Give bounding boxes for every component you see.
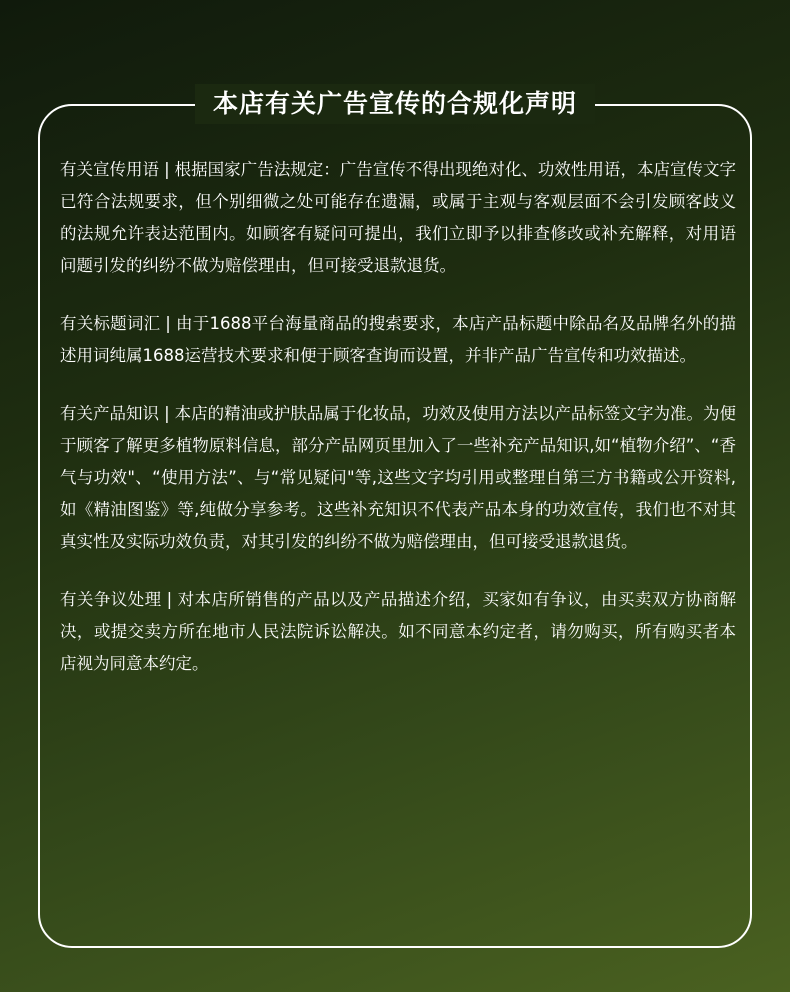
section-advertising-terms xyxy=(60,154,736,282)
section-text: 根据国家广告法规定：广告宣传不得出现绝对化、功效性用语，本店宣传文字已符合法规要求，但个别细微之处可能存在遗漏，或属于主观与客观层面不会引发顾客歧义的法规允许表达范围内。如顾客有疑问可提出，我们立即予以排查修改或补充解释，对用语问题引发的纠纷不做为赔偿理由，但可接受退款退货。 xyxy=(60,160,737,275)
section-separator: | xyxy=(164,160,170,179)
section-heading: 有关宣传用语 xyxy=(60,160,160,179)
statement-content xyxy=(60,154,736,706)
section-text: 由于1688平台海量商品的搜索要求，本店产品标题中除品名及品牌名外的描述用词纯属1688运营技术要求和便于顾客查询而设置，并非产品广告宣传和功效描述。 xyxy=(60,314,737,365)
title-wrap xyxy=(0,84,790,124)
section-dispute-handling xyxy=(60,584,736,680)
section-heading: 有关产品知识 xyxy=(60,404,160,423)
section-separator: | xyxy=(165,314,171,333)
section-separator: | xyxy=(166,590,173,609)
section-product-knowledge xyxy=(60,398,736,558)
section-heading: 有关争议处理 xyxy=(60,590,162,609)
page-title: 本店有关广告宣传的合规化声明 xyxy=(195,84,595,124)
section-text: 对本店所销售的产品以及产品描述介绍，买家如有争议，由买卖双方协商解决，或提交卖方所在地市人民法院诉讼解决。如不同意本约定者，请勿购买，所有购买者本店视为同意本约定。 xyxy=(60,590,737,673)
section-heading: 有关标题词汇 xyxy=(60,314,161,333)
section-text: 本店的精油或护肤品属于化妆品，功效及使用方法以产品标签文字为准。为便于顾客了解更多植物原料信息，部分产品网页里加入了一些补充产品知识,如“植物介绍”、“香气与功效"、“使用方法”、与“常见疑问"等,这些文字均引用或整理自第三方书籍或公开资料,如《精油图鉴》等,纯做分享参考。这些补充知识不代表产品本身的功效宣传，我们也不对其真实性及实际功效负责，对其引发的纠纷不做为赔偿理由，但可接受退款退货。 xyxy=(60,404,737,551)
section-title-vocabulary xyxy=(60,308,736,372)
section-separator: | xyxy=(164,404,170,423)
